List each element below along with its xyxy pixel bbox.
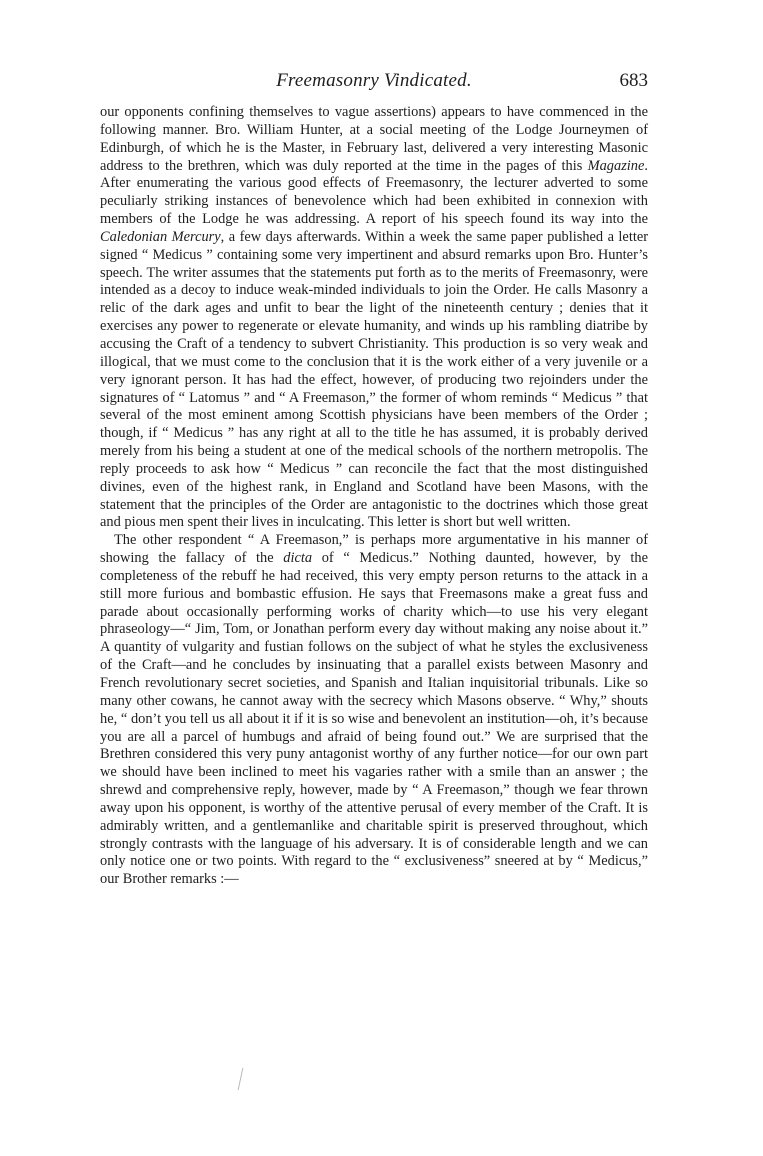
italic-title-magazine: Magazine [587,157,645,174]
italic-word-dicta: dicta [283,550,313,567]
running-title: Freemasonry Vindicated. [276,70,472,91]
paragraph-2 [100,532,648,889]
page-header [100,70,648,104]
italic-title-caledonian-mercury: Caledonian Mercury [100,228,221,245]
page-number: 683 [619,70,648,91]
stray-pencil-mark [238,1068,250,1090]
text-segment: The other respondent “ A Freemason,” is perhaps more argumentative in his manner of showing the fallacy of the [100,532,648,567]
text-segment: our opponents confining themselves to vague assertions) appears to have commenced in the following manner. Bro. William Hunter, at a social meeting of the Lodge Journeymen of Edinburgh, of which he is the Master, in February last, delivered a very interesting Masonic address to the brethren, which was duly reported at the time in the pages of this [100,104,648,174]
paragraph-1 [100,104,648,532]
text-segment: , a few days afterwards. Within a week the same paper published a letter signed “ Medicus ” containing some very impertinent and absurd remarks upon Bro. Hunter’s speech. The writer assumes that the statements put forth as to the merits of Freemasonry, were intended as a decoy to induce weak-minded individuals to join the Order. He calls Masonry a relic of the dark ages and unfit to bear the light of the nineteenth century ; denies that it exercises any power to regenerate or elevate humanity, and winds up his rambling diatribe by accusing the Craft of a tendency to subvert Christianity. This production is so very weak and illogical, that we must come to the conclusion that it is the work either of a very juvenile or a very ignorant person. It has had the effect, however, of producing two rejoinders under the signatures of “ Latomus ” and “ A Freemason,” the former of whom reminds “ Medicus ” that several of the most eminent among Scottish physicians have been members of the Order ; though, if “ Medicus ” has any right at all to the title he has assumed, it is probably derived merely from his being a student at one of the medical schools of the northern metropolis. The reply proceeds to ask how “ Medicus ” can reconcile the fact that the most distinguished divines, even of the highest rank, in England and Scotland have been Masons, with the statement that the principles of the Order are antagonistic to the doctrines which those great and pious men spent their lives in inculcating. This letter is short but well written. [100,228,648,531]
book-page [100,70,648,889]
text-segment: . After enumerating the various good effects of Freemasonry, the lecturer adverted to some peculiarly striking instances of benevolence which had been exhibited in connexion with members of the Lodge he was addressing. A report of his speech found its way into the [100,157,648,228]
text-segment: of “ Medicus.” Nothing daunted, however, by the completeness of the rebuff he had received, this very empty person returns to the attack in a still more furious and bombastic effusion. He says that Freemasons make a great fuss and parade about occasionally performing works of charity which—to use his very elegant phraseology—“ Jim, Tom, or Jonathan perform every day without making any noise about it.” A quantity of vulgarity and fustian follows on the subject of what he styles the exclusiveness of the Craft—and he concludes by insinuating that a parallel exists between Masonry and French revolutionary secret societies, and Spanish and Italian inquisitorial tribunals. Like so many other cowans, he cannot away with the secrecy which Masons observe. “ Why,” shouts he, “ don’t you tell us all about it if it is so wise and benevolent an institution—oh, it’s because you are all a parcel of humbugs and afraid of being found out.” We are surprised that the Brethren considered this very puny antagonist worthy of any further notice—for our own part we should have been inclined to meet his vagaries rather with a smile than an answer ; the shrewd and comprehensive reply, however, made by “ A Freemason,” though we fear thrown away upon his opponent, is worthy of the attentive perusal of every member of the Craft. It is admirably written, and a gentlemanlike and charitable spirit is preserved throughout, which strongly contrasts with the language of his adversary. It is of considerable length and we can only notice one or two points. With regard to the “ exclusiveness” sneered at by “ Medicus,” our Brother remarks :— [100,550,649,888]
